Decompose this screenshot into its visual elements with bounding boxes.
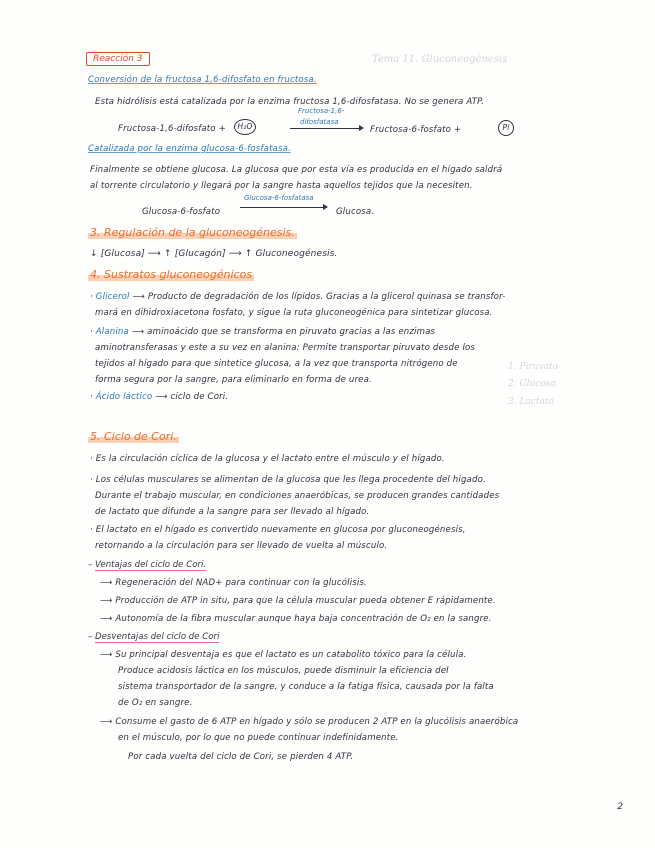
s5-bullet2: · Los células musculares se alimentan de la glucosa que les llega procedente del hígado. — [90, 475, 486, 485]
ventaja-2: ⟶ Producción de ATP in situ, para que la célula muscular pueda obtener E rápidamente. — [100, 596, 496, 606]
glicerol-line2: mará en dihidroxiacetona fosfato, y sigue la ruta gluconeogénica para sintetizar glucosa. — [95, 308, 493, 318]
h2o-circle: H₂O — [234, 119, 256, 135]
s5-heading — [88, 430, 179, 443]
s2-enzyme: Glucosa-6-fosfatasa — [244, 194, 314, 202]
alanina-item: · Alanina ⟶ aminoácido que se transforma en piruvato gracias a las enzimas — [90, 327, 436, 337]
lactico-text: ⟶ ciclo de Cori. — [155, 392, 229, 402]
s5-bullet1: · Es la circulación cíclica de la glucosa y el lactato entre el músculo y el hígado. — [90, 454, 445, 464]
s2-eq-right: Glucosa. — [336, 207, 375, 217]
s5-bullet2-line1: Los células musculares se alimentan de la glucosa que les llega procedente del hígado. — [95, 475, 486, 485]
alanina-term: Alanina — [95, 327, 129, 337]
ventajas-title-text: Ventajas del ciclo de Cori. — [95, 560, 207, 570]
ghost-margin-3: 3. Lactato — [508, 397, 554, 407]
pi-circle-wrap — [498, 120, 514, 136]
s2-title: Catalizada por la enzima glucosa-6-fosfatasa. — [88, 144, 291, 154]
alanina-line2: aminotransferasas y este a su vez en alanina: Permite transportar piruvato desde los — [95, 343, 476, 353]
s1-enzyme-bottom: difosfatasa — [300, 118, 339, 126]
alanina-line3: tejidos al hígado para que sintetice glucosa, a la vez que transporta nitrógeno de — [95, 359, 458, 369]
desventajas-title: – Desventajas del ciclo de Cori — [88, 632, 220, 642]
s3-heading-text: 3. Regulación de la gluconeogénesis. — [90, 226, 295, 239]
lactico-term: Ácido láctico — [95, 392, 153, 402]
s2-line2: al torrente circulatorio y llegará por la sangre hasta aquellos tejidos que la necesiten. — [90, 181, 473, 191]
desventaja-2-line1: ⟶ Consume el gasto de 6 ATP en hígado y sólo se producen 2 ATP en la glucólisis anaeróbica — [100, 717, 519, 727]
glicerol-text: ⟶ Producto de degradación de los lípidos. Gracias a la glicerol quinasa se transfor- — [132, 292, 506, 302]
alanina-text: ⟶ aminoácido que se transforma en piruvato gracias a las enzimas — [131, 327, 436, 337]
s5-bullet2-line2: Durante el trabajo muscular, en condiciones anaeróbicas, se producen grandes cantidades — [95, 491, 500, 501]
ghost-title: Tema 11. Gluconeogénesis — [372, 54, 508, 65]
s1-title: Conversión de la fructosa 1,6-difosfato en fructosa. — [88, 75, 317, 85]
desventaja-2-line2: en el músculo, por lo que no puede continuar indefinidamente. — [118, 733, 399, 743]
s5-heading-text: 5. Ciclo de Cori. — [90, 430, 177, 443]
desventaja-1-line3: sistema transportador de la sangre, y conduce a la fatiga física, causada por la falta — [118, 682, 494, 692]
ghost-margin-1: 1. Piruvato — [508, 362, 558, 372]
ventaja-1: ⟶ Regeneración del NAD+ para continuar con la glucólisis. — [100, 578, 367, 588]
s3-heading — [88, 226, 297, 239]
desventaja-1-line4: de O₂ en sangre. — [118, 698, 193, 708]
glicerol-term: Glicerol — [95, 292, 130, 302]
page-number: 2 — [617, 802, 623, 812]
s2-eq-arrow — [240, 207, 326, 208]
desventaja-1-line1: ⟶ Su principal desventaja es que el lactato es un catabolito tóxico para la célula. — [100, 650, 467, 660]
s1-eq-left: Fructosa-1,6-difosfato + — [118, 124, 226, 134]
lactico-item: · Ácido láctico ⟶ ciclo de Cori. — [90, 392, 229, 402]
ventaja-3: ⟶ Autonomía de la fibra muscular aunque haya baja concentración de O₂ en la sangre. — [100, 614, 492, 624]
reaction-heading: Reacción 3 — [86, 52, 150, 66]
s3-line: ↓ [Glucosa] ⟶ ↑ [Glucagón] ⟶ ↑ Gluconeogénesis. — [90, 249, 338, 259]
desventajas-title-text: Desventajas del ciclo de Cori — [95, 632, 220, 642]
desventaja-1-line2: Produce acidosis láctica en los músculos, puede disminuir la eficiencia del — [118, 666, 449, 676]
pi-circle: Pi — [498, 120, 514, 136]
s5-bullet3: · El lactato en el hígado es convertido nuevamente en glucosa por gluconeogénesis, — [90, 525, 466, 535]
s2-eq-left: Glucosa-6-fosfato — [142, 207, 221, 217]
s5-bullet3-line2: retornando a la circulación para ser llevado de vuelta al músculo. — [95, 541, 388, 551]
s1-eq-arrow — [290, 128, 362, 129]
ventajas-title: – Ventajas del ciclo de Cori. — [88, 560, 207, 570]
s1-line1: Esta hidrólisis está catalizada por la enzima fructosa 1,6-difosfatasa. No se genera ATP. — [95, 97, 485, 107]
alanina-line4: forma segura por la sangre, para eliminarlo en forma de urea. — [95, 375, 372, 385]
s2-line1: Finalmente se obtiene glucosa. La glucosa que por esta vía es producida en el hígado saldrá — [90, 165, 503, 175]
glicerol-item: · Glicerol ⟶ Producto de degradación de los lípidos. Gracias a la glicerol quinasa se transfor- — [90, 292, 506, 302]
s4-heading — [88, 268, 254, 281]
s4-heading-text: 4. Sustratos gluconeogénicos — [90, 268, 253, 281]
s1-enzyme-top: Fructosa-1,6- — [298, 107, 345, 115]
s5-bullet3-line1: El lactato en el hígado es convertido nuevamente en glucosa por gluconeogénesis, — [95, 525, 466, 535]
s5-bullet2-line3: de lactato que difunde a la sangre para ser llevado al hígado. — [95, 507, 370, 517]
desventaja-2-line3: Por cada vuelta del ciclo de Cori, se pierden 4 ATP. — [128, 752, 354, 762]
s1-eq-right: Fructosa-6-fosfato + — [370, 125, 462, 135]
h2o-circle-wrap — [234, 119, 256, 135]
ghost-margin-2: 2. Glucosa — [508, 379, 556, 389]
s5-bullet1-text: Es la circulación cíclica de la glucosa y el lactato entre el músculo y el hígado. — [95, 454, 445, 464]
